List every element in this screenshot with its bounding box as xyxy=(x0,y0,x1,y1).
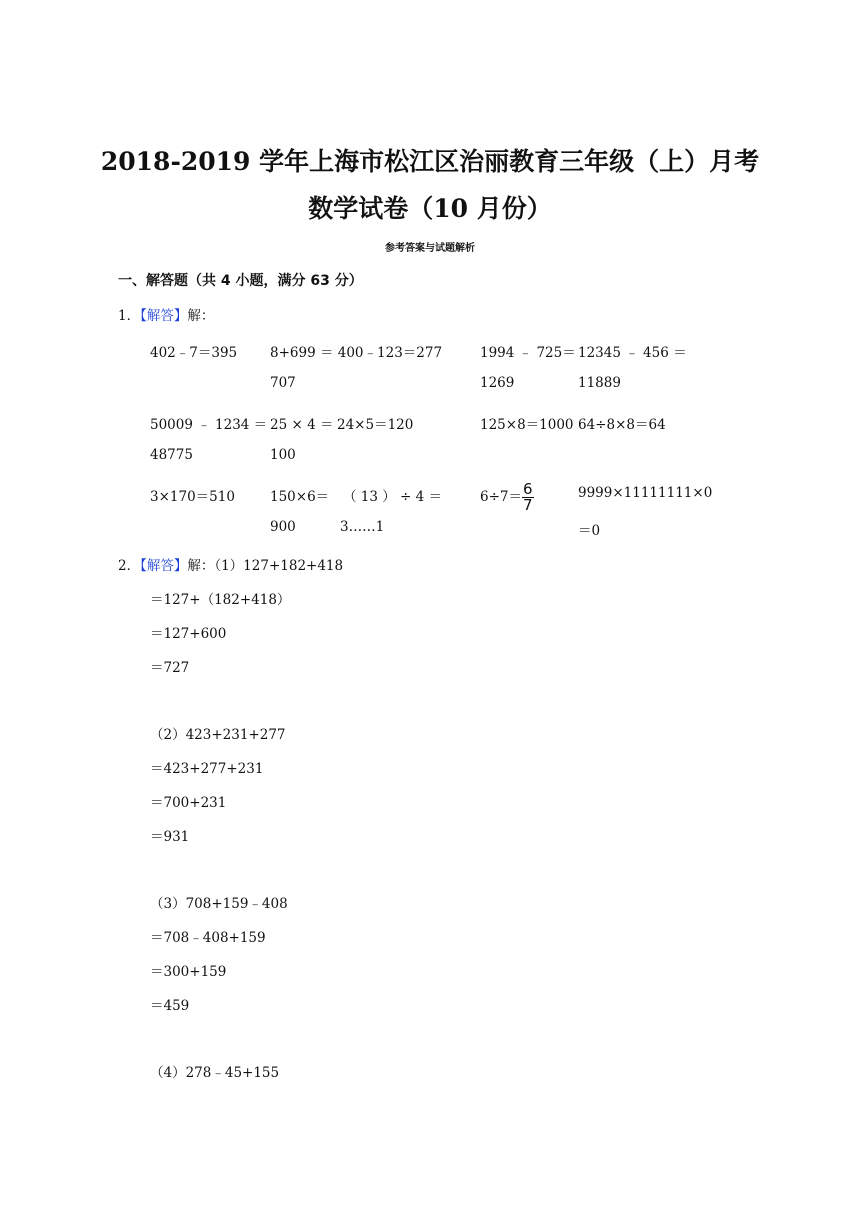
section-heading: 一、解答题（共 4 小题，满分 63 分） xyxy=(118,273,363,289)
q2-line: ＝300+159 xyxy=(150,964,227,980)
fraction-denominator: 7 xyxy=(523,496,533,514)
q1-cell: 64÷8×8＝64 xyxy=(578,417,666,433)
q2-line: ＝700+231 xyxy=(150,795,227,811)
q1-cell: 402﹣7＝395 xyxy=(150,345,238,361)
q2-line: ＝931 xyxy=(150,829,190,845)
q1-cell: 707 xyxy=(270,375,296,391)
page-title-line2: 数学试卷（10 月份） xyxy=(308,194,552,223)
answer-lead: 解：（1）127+182+418 xyxy=(187,558,344,574)
answer-tag: 【解答】 xyxy=(140,308,188,324)
q2-line: ＝708﹣408+159 xyxy=(150,930,266,946)
q1-cell: 150×6＝ xyxy=(270,489,330,505)
page-subtitle: 参考答案与试题解析 xyxy=(385,243,475,254)
q1-cell: 1269 xyxy=(480,375,515,391)
q1-cell: 100 xyxy=(270,447,296,463)
fraction-numerator: 6 xyxy=(523,480,533,498)
q2-line: ＝459 xyxy=(150,998,190,1014)
q1-cell: 50009 ﹣ 1234 ＝ xyxy=(150,417,268,433)
question-number: 1． xyxy=(118,308,141,324)
q1-cell: 125×8＝1000 xyxy=(480,417,574,433)
q1-fraction-cell xyxy=(480,482,534,513)
q2-line: （2）423+231+277 xyxy=(150,727,286,743)
q2-line: （3）708+159﹣408 xyxy=(150,896,288,912)
q1-cell: 3×170＝510 xyxy=(150,489,235,505)
q1-cell: 3……1 xyxy=(340,519,385,535)
q2-line: （4）278﹣45+155 xyxy=(150,1065,280,1081)
q1-cell: 25 × 4 ＝ xyxy=(270,417,334,433)
question-2-header xyxy=(118,554,343,574)
q2-line: ＝127+600 xyxy=(150,626,227,642)
q1-cell: 48775 xyxy=(150,447,193,463)
q1-cell: 6÷7＝ xyxy=(480,489,522,505)
fraction xyxy=(522,482,534,513)
q1-cell: （ 13 ） ÷ 4 ＝ xyxy=(343,489,443,505)
q1-cell: 11889 xyxy=(578,375,621,391)
q1-cell: 1994 ﹣ 725＝ xyxy=(480,345,576,361)
q2-line: ＝127+（182+418） xyxy=(150,592,291,608)
answer-tag: 【解答】 xyxy=(140,558,188,574)
q1-cell: 900 xyxy=(270,519,296,535)
answer-lead: 解： xyxy=(187,308,215,324)
q1-cell: 9999×11111111×0 xyxy=(578,485,713,501)
q1-cell: 8+699 ＝ 400﹣123＝277 xyxy=(270,345,443,361)
q1-cell: 24×5＝120 xyxy=(337,417,414,433)
question-number: 2． xyxy=(118,558,141,574)
question-1-header xyxy=(118,304,214,324)
q1-cell: 12345 ﹣ 456 ＝ xyxy=(578,345,687,361)
q1-cell: ＝0 xyxy=(578,523,601,539)
q2-line: ＝423+277+231 xyxy=(150,761,264,777)
q2-line: ＝727 xyxy=(150,660,190,676)
page-title-line1: 2018-2019 学年上海市松江区治丽教育三年级（上）月考 xyxy=(100,147,760,176)
